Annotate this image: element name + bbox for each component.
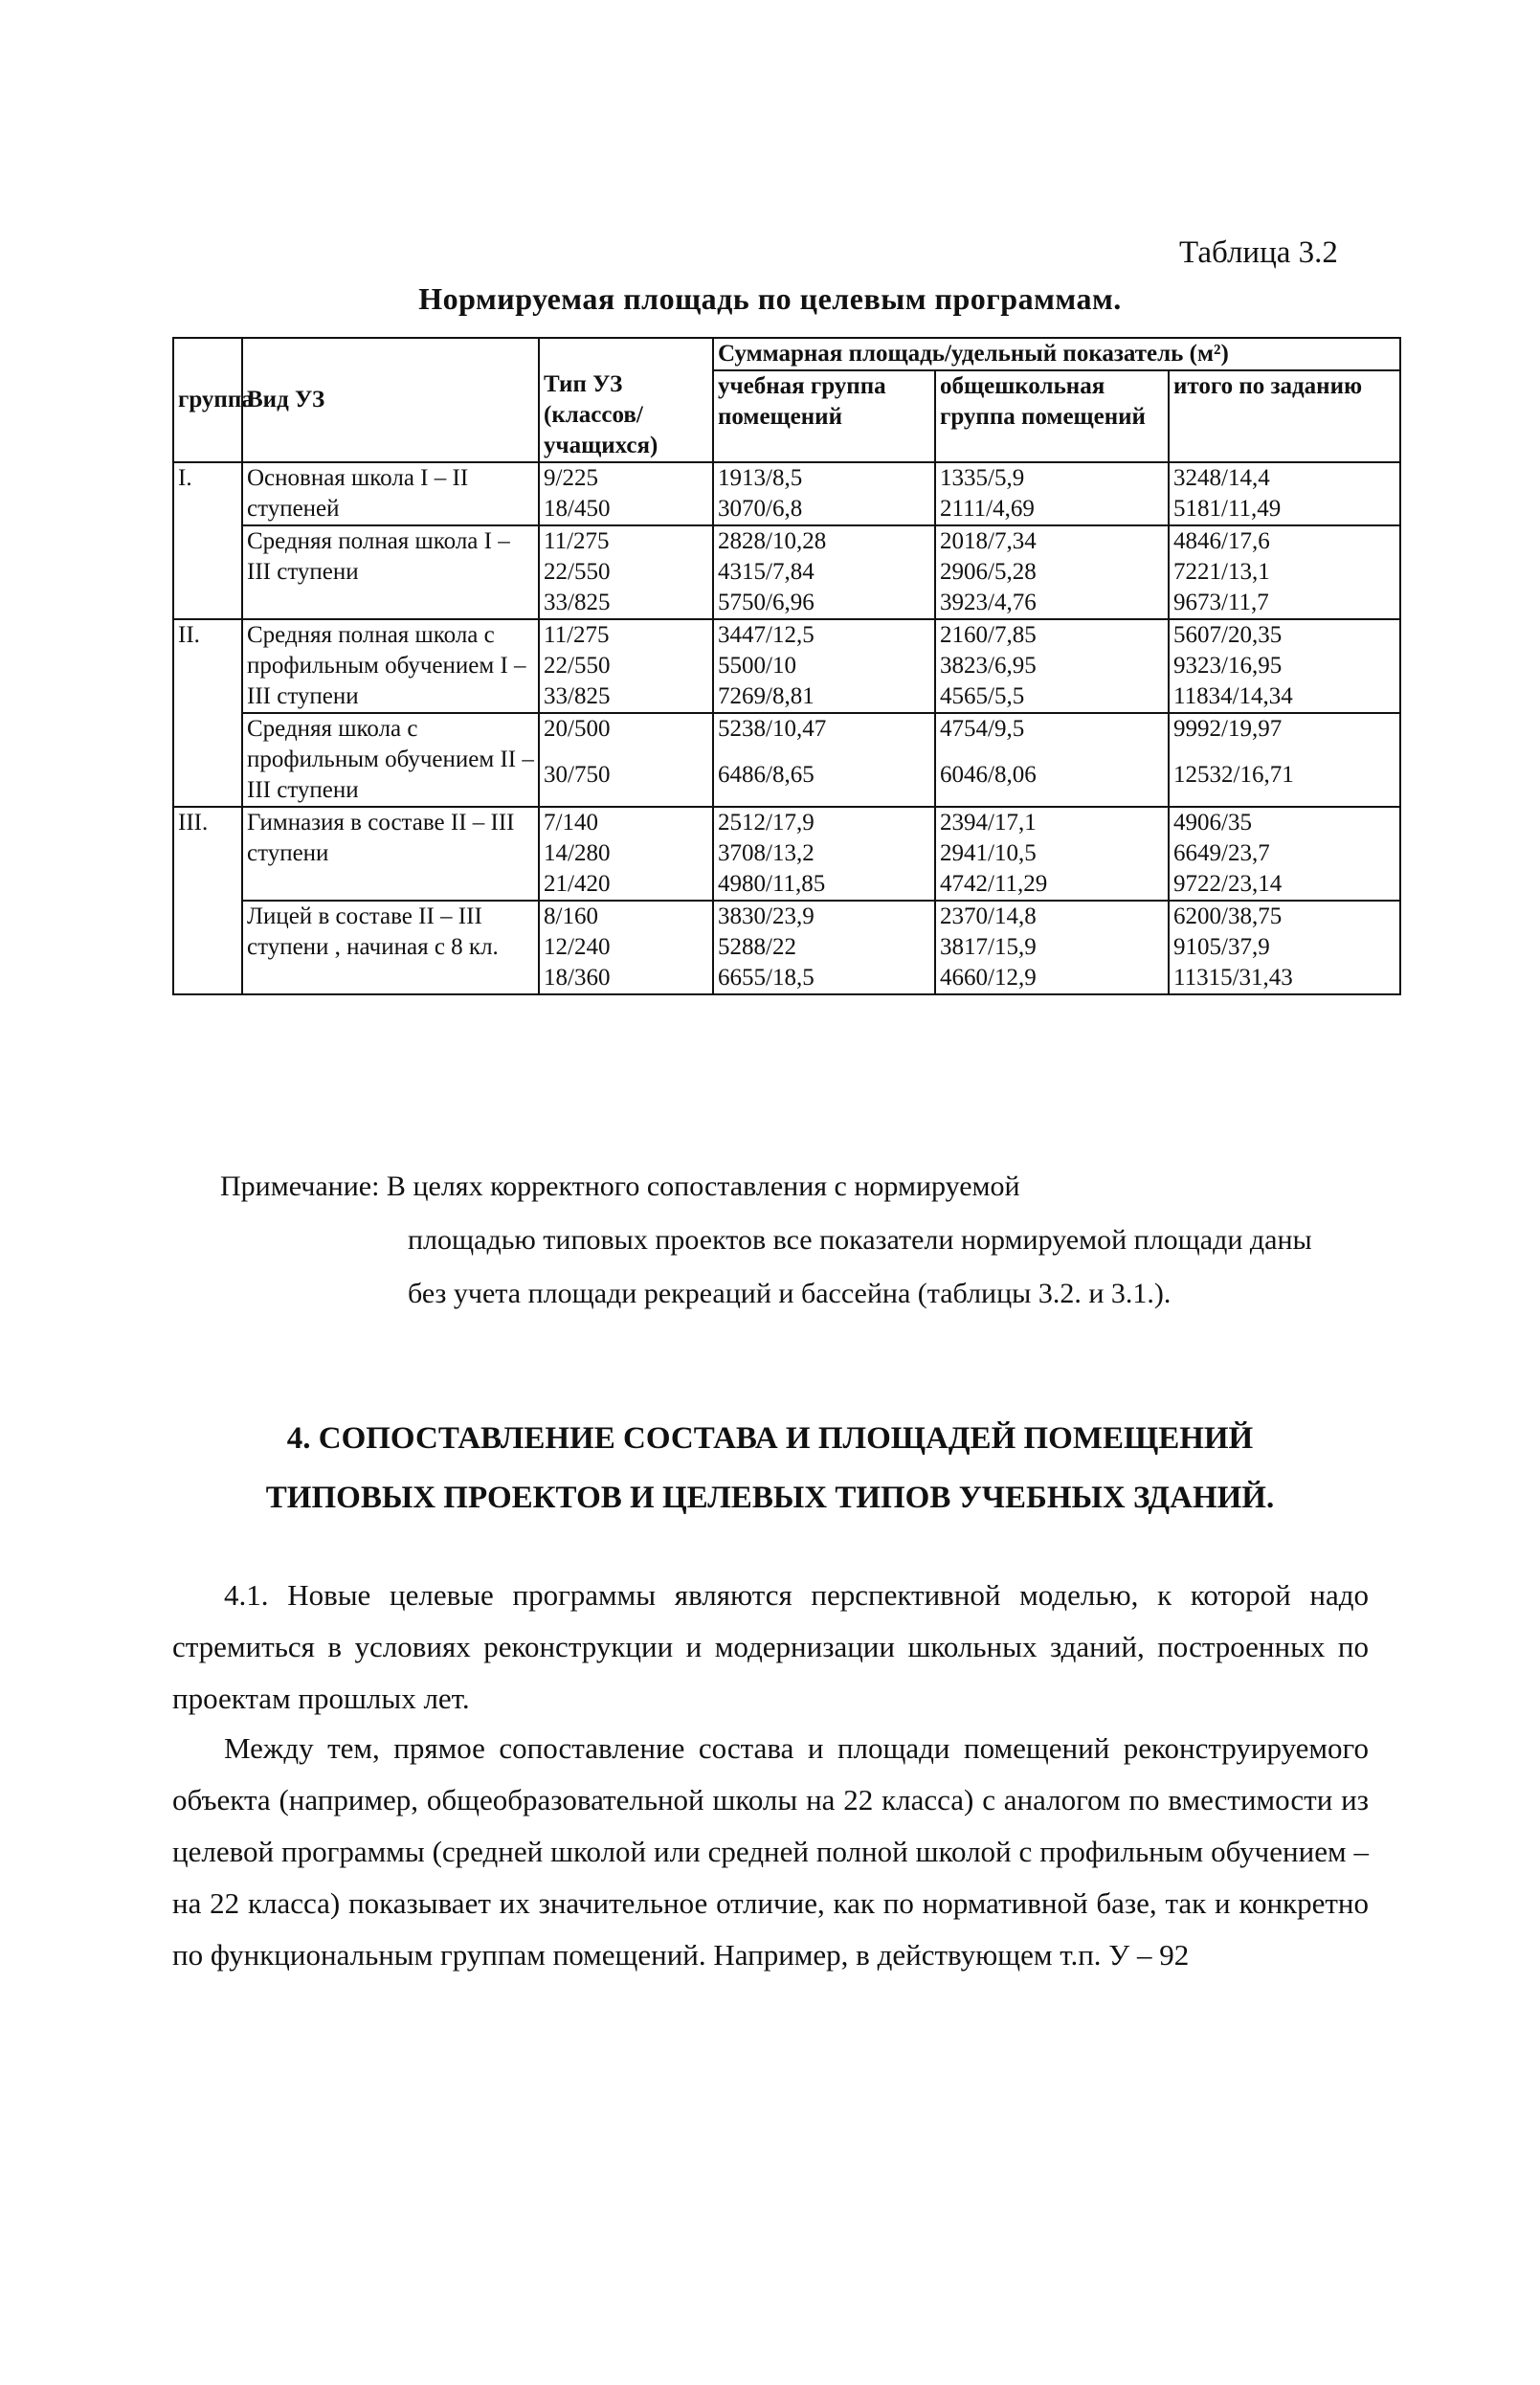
cell-educational: 1913/8,5	[713, 462, 935, 494]
cell-general: 2394/17,1	[935, 807, 1169, 838]
cell-type: 21/420	[539, 869, 713, 901]
header-type: Тип УЗ (классов/ учащихся)	[539, 338, 713, 462]
cell-kind: Гимназия в составе II – III ступени	[242, 807, 539, 901]
cell-educational: 3708/13,2	[713, 838, 935, 869]
cell-general: 4754/9,5	[935, 713, 1169, 760]
cell-kind: Основная школа I – II ступеней	[242, 462, 539, 525]
cell-total: 6200/38,75	[1169, 901, 1400, 932]
cell-educational: 3070/6,8	[713, 494, 935, 525]
table-title: Нормируемая площадь по целевым программам.	[418, 281, 1122, 316]
norm-area-table	[172, 337, 1401, 995]
cell-kind: Средняя полная школа с профильным обучением I – III ступени	[242, 619, 539, 713]
cell-general: 2160/7,85	[935, 619, 1169, 651]
cell-educational: 6655/18,5	[713, 963, 935, 994]
cell-general: 2370/14,8	[935, 901, 1169, 932]
cell-educational: 2828/10,28	[713, 525, 935, 557]
cell-total: 4846/17,6	[1169, 525, 1400, 557]
table-body	[173, 462, 1400, 994]
cell-total: 4906/35	[1169, 807, 1400, 838]
cell-group: II.	[173, 619, 242, 807]
table-row	[173, 807, 1400, 838]
cell-kind: Средняя школа с профильным обучением II – III ступени	[242, 713, 539, 807]
cell-total: 5181/11,49	[1169, 494, 1400, 525]
cell-kind: Лицей в составе II – III ступени , начиная с 8 кл.	[242, 901, 539, 994]
cell-type: 18/450	[539, 494, 713, 525]
note-text: площадью типовых проектов все показатели нормируемой площади даны без учета площади рекреаций и бассейна (таблицы 3.2. и 3.1.).	[408, 1224, 1312, 1309]
header-group: группа	[173, 338, 242, 462]
cell-educational: 5500/10	[713, 651, 935, 681]
table-row	[173, 525, 1400, 557]
cell-type: 22/550	[539, 557, 713, 588]
cell-type: 7/140	[539, 807, 713, 838]
table-row	[173, 462, 1400, 494]
cell-type: 20/500	[539, 713, 713, 760]
cell-type: 18/360	[539, 963, 713, 994]
header-total: итого по заданию	[1169, 370, 1400, 462]
cell-total: 11315/31,43	[1169, 963, 1400, 994]
cell-total: 3248/14,4	[1169, 462, 1400, 494]
cell-type: 30/750	[539, 760, 713, 807]
table-number-label: Таблица 3.2	[1179, 235, 1338, 270]
cell-educational: 3830/23,9	[713, 901, 935, 932]
cell-general: 4565/5,5	[935, 681, 1169, 713]
cell-type: 12/240	[539, 932, 713, 963]
cell-general: 3817/15,9	[935, 932, 1169, 963]
cell-total: 7221/13,1	[1169, 557, 1400, 588]
cell-total: 9673/11,7	[1169, 588, 1400, 619]
cell-educational: 5750/6,96	[713, 588, 935, 619]
table-row	[173, 901, 1400, 932]
cell-educational: 7269/8,81	[713, 681, 935, 713]
cell-educational: 4980/11,85	[713, 869, 935, 901]
note-lead: Примечание: В целях корректного сопоставления с нормируемой	[220, 1170, 1020, 1202]
cell-kind: Средняя полная школа I – III ступени	[242, 525, 539, 619]
cell-total: 11834/14,34	[1169, 681, 1400, 713]
cell-total: 9105/37,9	[1169, 932, 1400, 963]
cell-group: I.	[173, 462, 242, 619]
cell-general: 1335/5,9	[935, 462, 1169, 494]
cell-total: 9992/19,97	[1169, 713, 1400, 760]
section-heading	[0, 1409, 1540, 1527]
cell-educational: 4315/7,84	[713, 557, 935, 588]
cell-type: 22/550	[539, 651, 713, 681]
cell-general: 3823/6,95	[935, 651, 1169, 681]
cell-type: 14/280	[539, 838, 713, 869]
cell-educational: 3447/12,5	[713, 619, 935, 651]
cell-educational: 6486/8,65	[713, 760, 935, 807]
table-note	[220, 1160, 1369, 1321]
cell-general: 2018/7,34	[935, 525, 1169, 557]
cell-type: 8/160	[539, 901, 713, 932]
section-heading-line-2: ТИПОВЫХ ПРОЕКТОВ И ЦЕЛЕВЫХ ТИПОВ УЧЕБНЫХ ЗДАНИЙ.	[265, 1481, 1275, 1515]
cell-educational: 5288/22	[713, 932, 935, 963]
cell-type: 11/275	[539, 525, 713, 557]
header-kind: Вид УЗ	[242, 338, 539, 462]
cell-general: 4742/11,29	[935, 869, 1169, 901]
cell-general: 6046/8,06	[935, 760, 1169, 807]
cell-total: 9722/23,14	[1169, 869, 1400, 901]
cell-type: 11/275	[539, 619, 713, 651]
header-summary: Суммарная площадь/удельный показатель (м²)	[713, 338, 1400, 370]
cell-type: 33/825	[539, 681, 713, 713]
table-row	[173, 619, 1400, 651]
cell-group: III.	[173, 807, 242, 994]
paragraph-4-1: 4.1. Новые целевые программы являются перспективной моделью, к которой надо стремиться в условиях реконструкции и модернизации школьных зданий, построенных по проектам прошлых лет.	[172, 1578, 1369, 1715]
cell-general: 2941/10,5	[935, 838, 1169, 869]
cell-total: 12532/16,71	[1169, 760, 1400, 807]
cell-total: 5607/20,35	[1169, 619, 1400, 651]
table-row	[173, 713, 1400, 760]
cell-general: 2906/5,28	[935, 557, 1169, 588]
cell-general: 2111/4,69	[935, 494, 1169, 525]
paragraph-comparison: Между тем, прямое сопоставление состава и площади помещений реконструируемого объекта (например, общеобразовательной школы на 22 класса) с аналогом по вместимости из целевой программы (средней школой или средней полной школой с профильным обучением – на 22 класса) показывает их значительное отличие, как по нормативной базе, так и конкретно по функциональным группам помещений. Например, в действующем т.п. У – 92	[172, 1731, 1369, 1972]
header-general: общешкольная группа помещений	[935, 370, 1169, 462]
section-heading-line-1: 4. СОПОСТАВЛЕНИЕ СОСТАВА И ПЛОЩАДЕЙ ПОМЕЩЕНИЙ	[286, 1421, 1254, 1456]
cell-educational: 5238/10,47	[713, 713, 935, 760]
cell-total: 9323/16,95	[1169, 651, 1400, 681]
cell-educational: 2512/17,9	[713, 807, 935, 838]
cell-type: 33/825	[539, 588, 713, 619]
cell-general: 4660/12,9	[935, 963, 1169, 994]
header-educational: учебная группа помещений	[713, 370, 935, 462]
cell-type: 9/225	[539, 462, 713, 494]
cell-total: 6649/23,7	[1169, 838, 1400, 869]
cell-general: 3923/4,76	[935, 588, 1169, 619]
